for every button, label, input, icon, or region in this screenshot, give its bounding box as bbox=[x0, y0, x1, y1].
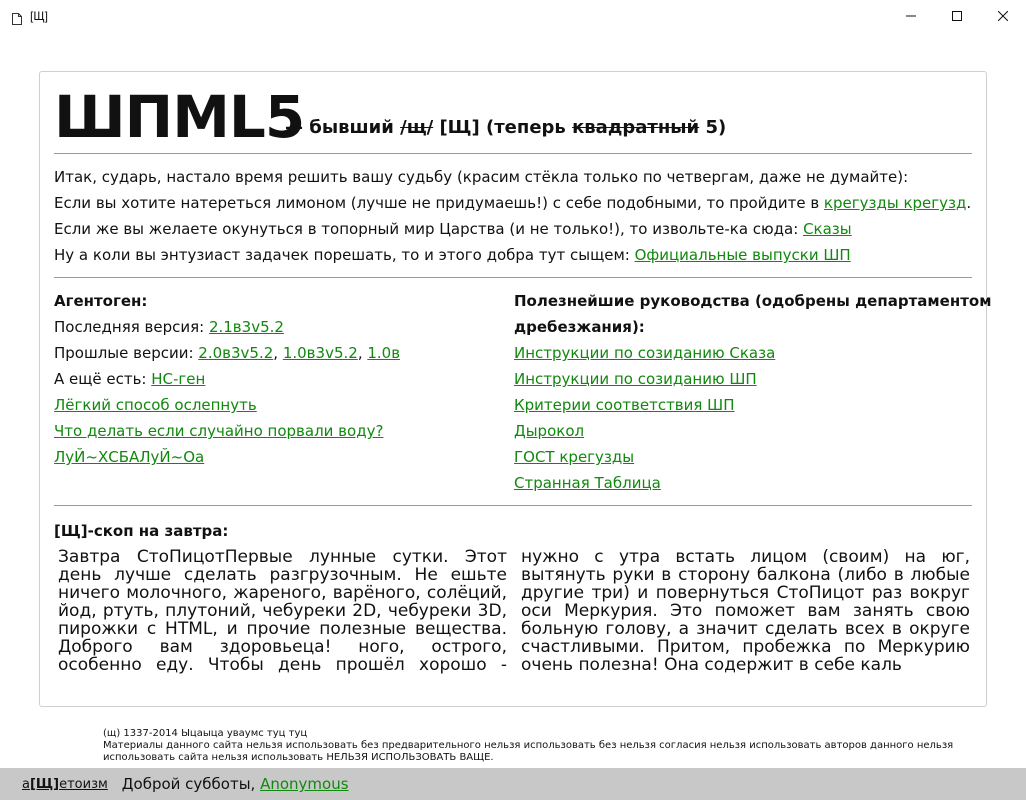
link-part: етоизм bbox=[59, 776, 108, 792]
more-row bbox=[54, 366, 504, 392]
link-part: а bbox=[22, 776, 30, 792]
intro-line bbox=[54, 216, 972, 242]
subtitle-strike: квадратный bbox=[572, 117, 700, 138]
copyright: (щ) 1337-2014 Ыцаыца уваумс туц туц bbox=[103, 728, 308, 739]
maximize-icon bbox=[952, 11, 962, 21]
guide-row bbox=[514, 418, 984, 444]
guide-row bbox=[514, 392, 984, 418]
links-section bbox=[54, 288, 992, 506]
past-versions-row bbox=[54, 340, 504, 366]
guide-link[interactable]: Инструкции по созиданию Сказа bbox=[514, 344, 776, 362]
document-icon bbox=[12, 10, 22, 22]
link-row bbox=[54, 392, 504, 418]
luy-link[interactable]: ЛуЙ~ХСБАЛуЙ~Оа bbox=[54, 448, 205, 466]
ns-gen-link[interactable]: НС-ген bbox=[151, 370, 206, 388]
intro-section bbox=[54, 164, 972, 278]
more-label: А ещё есть: bbox=[54, 370, 152, 388]
guide-link[interactable]: Странная Таблица bbox=[514, 474, 661, 492]
latest-version-row bbox=[54, 314, 504, 340]
guide-link[interactable]: Дырокол bbox=[514, 422, 585, 440]
subtitle-part: [Щ] (теперь bbox=[433, 117, 573, 138]
shchetoizm-link[interactable] bbox=[22, 777, 108, 792]
guides-heading: Полезнейшие руководства (одобрены департаментом bbox=[514, 292, 992, 310]
guide-link[interactable]: ГОСТ крегузды bbox=[514, 448, 635, 466]
intro-line bbox=[54, 242, 972, 268]
guides-column bbox=[514, 288, 992, 496]
guide-link[interactable]: Критерии соответствия ШП bbox=[514, 396, 735, 414]
footer bbox=[103, 728, 973, 764]
intro-line: Итак, сударь, настало время решить вашу судьбу (красим стёкла только по четвергам, даже не думайте): bbox=[54, 168, 909, 186]
official-issues-link[interactable]: Официальные выпуски ШП bbox=[634, 246, 851, 264]
maximize-button[interactable] bbox=[934, 0, 980, 32]
status-bar bbox=[0, 768, 1026, 800]
intro-text: . bbox=[966, 194, 972, 212]
window-title: [Щ] bbox=[30, 9, 48, 23]
past-version-link[interactable]: 1.0в3v5.2 bbox=[282, 344, 358, 362]
subtitle-part: — бывший bbox=[285, 117, 401, 138]
past-version-link[interactable]: 2.0в3v5.2 bbox=[198, 344, 274, 362]
separator: , bbox=[273, 344, 283, 362]
main-card bbox=[39, 71, 992, 707]
greeting-text: Доброй субботы, bbox=[121, 775, 261, 793]
window-titlebar bbox=[0, 0, 1026, 32]
past-versions-label: Прошлые версии: bbox=[54, 344, 199, 362]
close-button[interactable] bbox=[980, 0, 1026, 32]
site-subtitle bbox=[285, 117, 726, 138]
user-link[interactable]: Anonymous bbox=[260, 775, 349, 793]
guides-heading: дребезжания): bbox=[514, 318, 645, 336]
latest-version-label: Последняя версия: bbox=[54, 318, 209, 336]
horoscope-section bbox=[54, 518, 972, 674]
water-link[interactable]: Что делать если случайно порвали воду? bbox=[54, 422, 384, 440]
guide-row bbox=[514, 366, 984, 392]
intro-text: Ну а коли вы энтузиаст задачек порешать, то и этого добра тут сыщем: bbox=[54, 246, 635, 264]
subtitle-part: 5) bbox=[699, 117, 727, 138]
disclaimer: Материалы данного сайта нельзя использовать без предварительного нельзя использовать без нельзя согласия нельзя использовать авторов данного нельзя использовать сайта нельзя использовать НЕЛЬЗЯ ИСПОЛЬЗОВАТЬ ВАЩЕ. bbox=[103, 740, 954, 763]
agentogen-heading: Агентоген: bbox=[54, 292, 148, 310]
horoscope-heading: [Щ]-скоп на завтра: bbox=[54, 522, 229, 540]
separator: , bbox=[357, 344, 368, 362]
agentogen-column bbox=[54, 288, 504, 470]
site-logo: ШПML5 bbox=[54, 83, 305, 151]
intro-line bbox=[54, 190, 972, 216]
latest-version-link[interactable]: 2.1в3v5.2 bbox=[208, 318, 284, 336]
close-icon bbox=[998, 11, 1008, 21]
intro-text: Если вы хотите натереться лимоном (лучше не придумаешь!) с себе подобными, то пройдите в bbox=[54, 194, 824, 212]
minimize-icon bbox=[906, 11, 916, 21]
guide-row bbox=[514, 444, 984, 470]
subtitle-strike: /щ/ bbox=[400, 117, 434, 138]
page-header bbox=[54, 83, 972, 154]
skazy-link[interactable]: Сказы bbox=[803, 220, 852, 238]
horoscope-text: Завтра СтоПицотПервые лунные сутки. Этот день лучше сделать разгрузочным. Не ешьте ничего молочного, жареного, варёного, солёций, йод, ртуть, плутоний, чебуреки 2D, чебуреки 3D, пирожки с HTML, и прочие полезные вещества. Доброго вам здоровьеца! ного, острого, особенно еду. Чтобы день прошёл хорошо - нужно с утра встать лицом (своим) на юг, вытянуть руки в сторону балкона (либо в любые другие три) и повернуться СтоПицот раз вокруг оси Меркурия. Это поможет вам занять свою больную голову, а значит сделать всех в округе счастливыми. Притом, пробежка по Меркурию очень полезна! Она содержит в себе каль bbox=[58, 547, 970, 675]
minimize-button[interactable] bbox=[888, 0, 934, 32]
greeting bbox=[122, 775, 349, 793]
intro-text: Если же вы желаете окунуться в топорный мир Царства (и не только!), то извольте-ка сюда: bbox=[54, 220, 804, 238]
link-row bbox=[54, 418, 504, 444]
link-part: [Щ] bbox=[29, 776, 60, 792]
kreguzdy-link[interactable]: крегузды крегузд bbox=[823, 194, 967, 212]
blind-link[interactable]: Лёгкий способ ослепнуть bbox=[54, 396, 257, 414]
guide-row bbox=[514, 470, 984, 496]
past-version-link[interactable]: 1.0в bbox=[367, 344, 401, 362]
link-row bbox=[54, 444, 504, 470]
guide-link[interactable]: Инструкции по созиданию ШП bbox=[514, 370, 757, 388]
guide-row bbox=[514, 340, 984, 366]
